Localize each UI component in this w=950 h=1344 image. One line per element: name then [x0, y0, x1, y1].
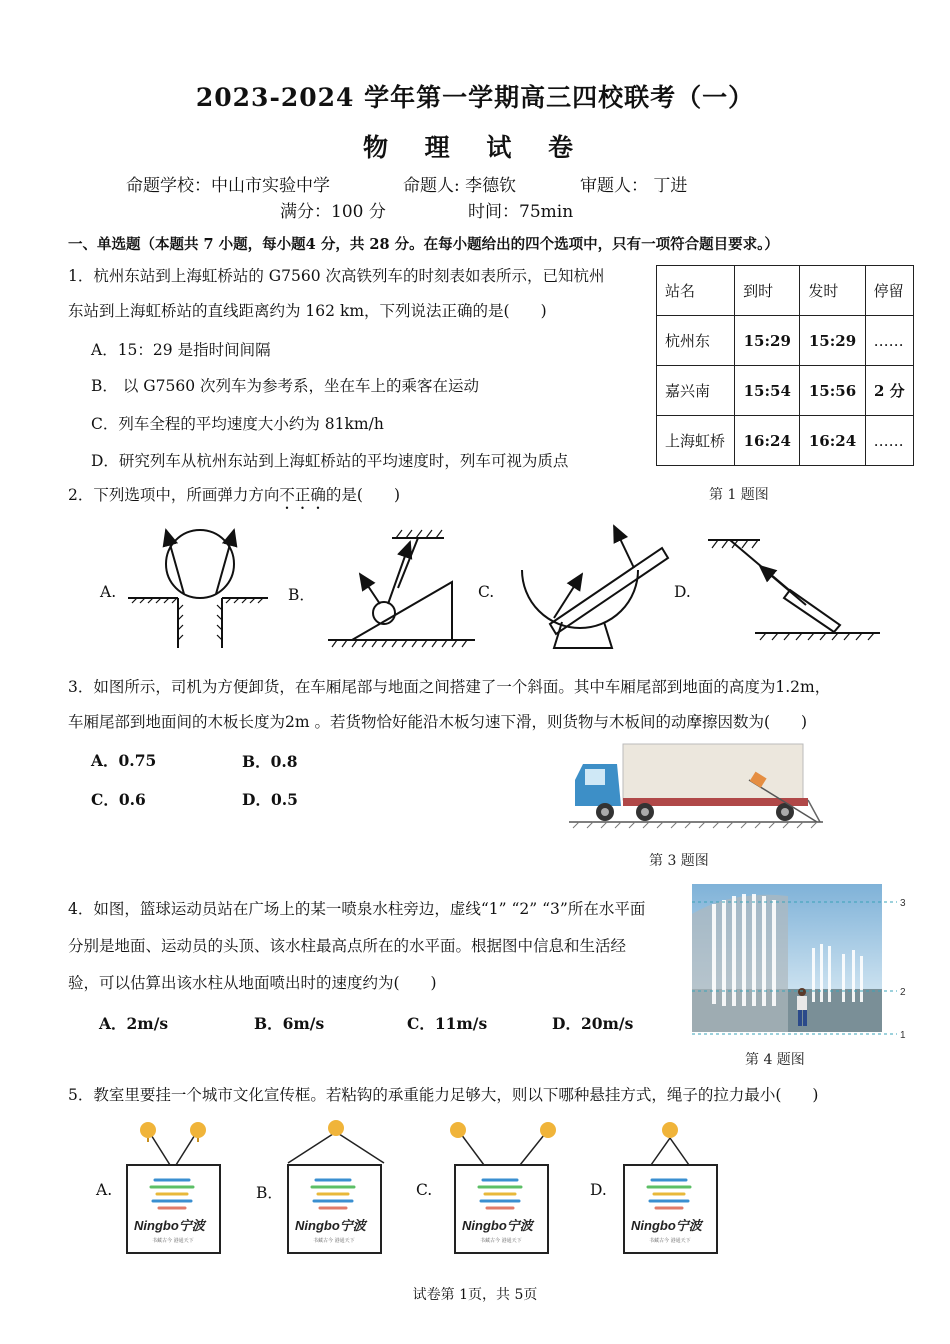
q4-option-d: D．20m/s — [552, 1014, 634, 1033]
timetable-cell: 15:54 — [735, 366, 800, 416]
level-label-3: 3 — [900, 898, 906, 909]
timetable-cell: 16:24 — [800, 416, 865, 466]
q1-stem-line1: 1．杭州东站到上海虹桥站的 G7560 次高铁列车的时刻表如表所示，已知杭州 — [68, 267, 605, 285]
q4-stem-line3: 验，可以估算出该水柱从地面喷出时的速度约为( ) — [68, 974, 437, 992]
q3-stem-line1: 3．如图所示，司机为方便卸货，在车厢尾部与地面之间搭建了一个斜面。其中车厢尾部到地面的高度为1.2m， — [68, 678, 831, 696]
q3-option-a: A．0.75 — [91, 751, 157, 770]
q2-stem-post: 的是( ) — [325, 486, 400, 504]
q4-stem-line2: 分别是地面、运动员的头顶、该水柱最高点所在的水平面。根据图中信息和生活经 — [68, 937, 627, 955]
q1-option-c: C．列车全程的平均速度大小约为 81km/h — [91, 415, 384, 433]
q1-option-d: D．研究列车从杭州东站到上海虹桥站的平均速度时，列车可视为质点 — [91, 452, 569, 470]
logo-text: Ningbo宁波 — [134, 1218, 205, 1233]
q2-label-b: B． — [288, 586, 315, 604]
q2-label-a: A. — [100, 583, 117, 601]
timetable-cell: 2 分 — [865, 366, 913, 416]
timetable-header: 到时 — [735, 266, 800, 316]
author-label: 命题人: 李德钦 — [403, 176, 517, 196]
section-heading: 一、单选题（本题共 7 小题，每小题4 分，共 28 分。在每小题给出的四个选项中，只有一项符合题目要求。） — [68, 236, 779, 253]
q2-stem — [68, 484, 400, 513]
q2-stem-emphasis: 不正确 — [279, 486, 326, 504]
timetable-row — [657, 316, 914, 366]
logo-text: Ningbo宁波 — [631, 1218, 702, 1233]
diagram-b — [328, 530, 475, 647]
q1-option-b: B． 以 G7560 次列车为参考系，坐在车上的乘客在运动 — [91, 377, 480, 395]
timetable-header: 停留 — [865, 266, 913, 316]
logo-text: Ningbo宁波 — [462, 1218, 533, 1233]
truck-cargo-box — [623, 744, 803, 800]
q5-label-b: B． — [256, 1184, 283, 1202]
q5-label-d: D. — [590, 1181, 607, 1199]
q2-label-c: C. — [478, 583, 495, 601]
q4-caption: 第 4 题图 — [745, 1052, 805, 1068]
q4-option-a: A．2m/s — [99, 1014, 169, 1033]
level-label-1: 1 — [900, 1030, 906, 1041]
time-label: 时间：75min — [468, 202, 574, 222]
logo-slogan: 书藏古今 港通天下 — [152, 1238, 194, 1244]
reviewer-label: 审题人： 丁进 — [580, 176, 688, 196]
q2-diagrams — [0, 510, 950, 660]
school-label: 命题学校：中山市实验中学 — [126, 176, 330, 196]
exam-title: 2023-2024 学年第一学期高三四校联考（一） — [195, 83, 755, 112]
timetable-header: 站名 — [657, 266, 735, 316]
q3-option-d: D．0.5 — [242, 790, 298, 809]
level-label-2: 2 — [900, 987, 906, 998]
logo-slogan: 书藏古今 港通天下 — [649, 1238, 691, 1244]
timetable-cell: 15:29 — [735, 316, 800, 366]
timetable-cell: 15:56 — [800, 366, 865, 416]
timetable-header: 发时 — [800, 266, 865, 316]
q4-stem-line1: 4．如图，篮球运动员站在广场上的某一喷泉水柱旁边，虚线“1” “2” “3”所在水平面 — [68, 900, 646, 918]
q4-option-b: B．6m/s — [254, 1014, 325, 1033]
timetable-cell: 杭州东 — [657, 316, 735, 366]
timetable-header-row — [657, 266, 914, 316]
timetable-cell: …… — [865, 316, 913, 366]
timetable-cell: …… — [865, 416, 913, 466]
timetable-cell: 16:24 — [735, 416, 800, 466]
logo-graphic — [151, 1180, 690, 1208]
logo-slogan: 书藏古今 港通天下 — [480, 1238, 522, 1244]
q3-option-b: B．0.8 — [242, 752, 298, 771]
q1-stem-line2: 东站到上海虹桥站的直线距离约为 162 km，下列说法正确的是( ) — [68, 302, 547, 320]
logo-text: Ningbo宁波 — [295, 1218, 366, 1233]
timetable-cell: 15:29 — [800, 316, 865, 366]
timetable-row — [657, 366, 914, 416]
q1-caption: 第 1 题图 — [709, 487, 769, 503]
diagram-a — [128, 530, 268, 648]
page-footer: 试卷第 1页，共 5页 — [412, 1287, 538, 1303]
exam-subtitle: 物 理 试 卷 — [362, 133, 588, 162]
timetable-cell: 上海虹桥 — [657, 416, 735, 466]
truck-illustration — [565, 742, 825, 837]
q1-option-a: A．15：29 是指时间间隔 — [91, 341, 271, 359]
diagram-c — [522, 526, 668, 648]
diagram-d — [708, 540, 880, 640]
q5-stem: 5．教室里要挂一个城市文化宣传框。若粘钩的承重能力足够大，则以下哪种悬挂方式，绳子的拉力最小( ) — [68, 1086, 819, 1104]
fountain-photo — [692, 884, 912, 1040]
score-label: 满分：100 分 — [280, 202, 386, 222]
basketball-player — [797, 988, 807, 1026]
q3-option-c: C．0.6 — [91, 790, 146, 809]
q3-stem-line2: 车厢尾部到地面间的木板长度为2m 。若货物恰好能沿木板匀速下滑，则货物与木板间的动摩擦因数为( ) — [68, 713, 808, 731]
q3-caption: 第 3 题图 — [649, 853, 709, 869]
q5-frames — [0, 1110, 950, 1260]
q2-label-d: D. — [674, 583, 691, 601]
timetable — [656, 265, 914, 466]
logo-slogan: 书藏古今 港通天下 — [313, 1238, 355, 1244]
q5-label-c: C. — [416, 1181, 433, 1199]
q4-option-c: C．11m/s — [407, 1014, 488, 1033]
timetable-row — [657, 416, 914, 466]
q5-label-a: A. — [96, 1181, 113, 1199]
q2-stem-pre: 2．下列选项中，所画弹力方向 — [68, 486, 280, 504]
timetable-cell: 嘉兴南 — [657, 366, 735, 416]
